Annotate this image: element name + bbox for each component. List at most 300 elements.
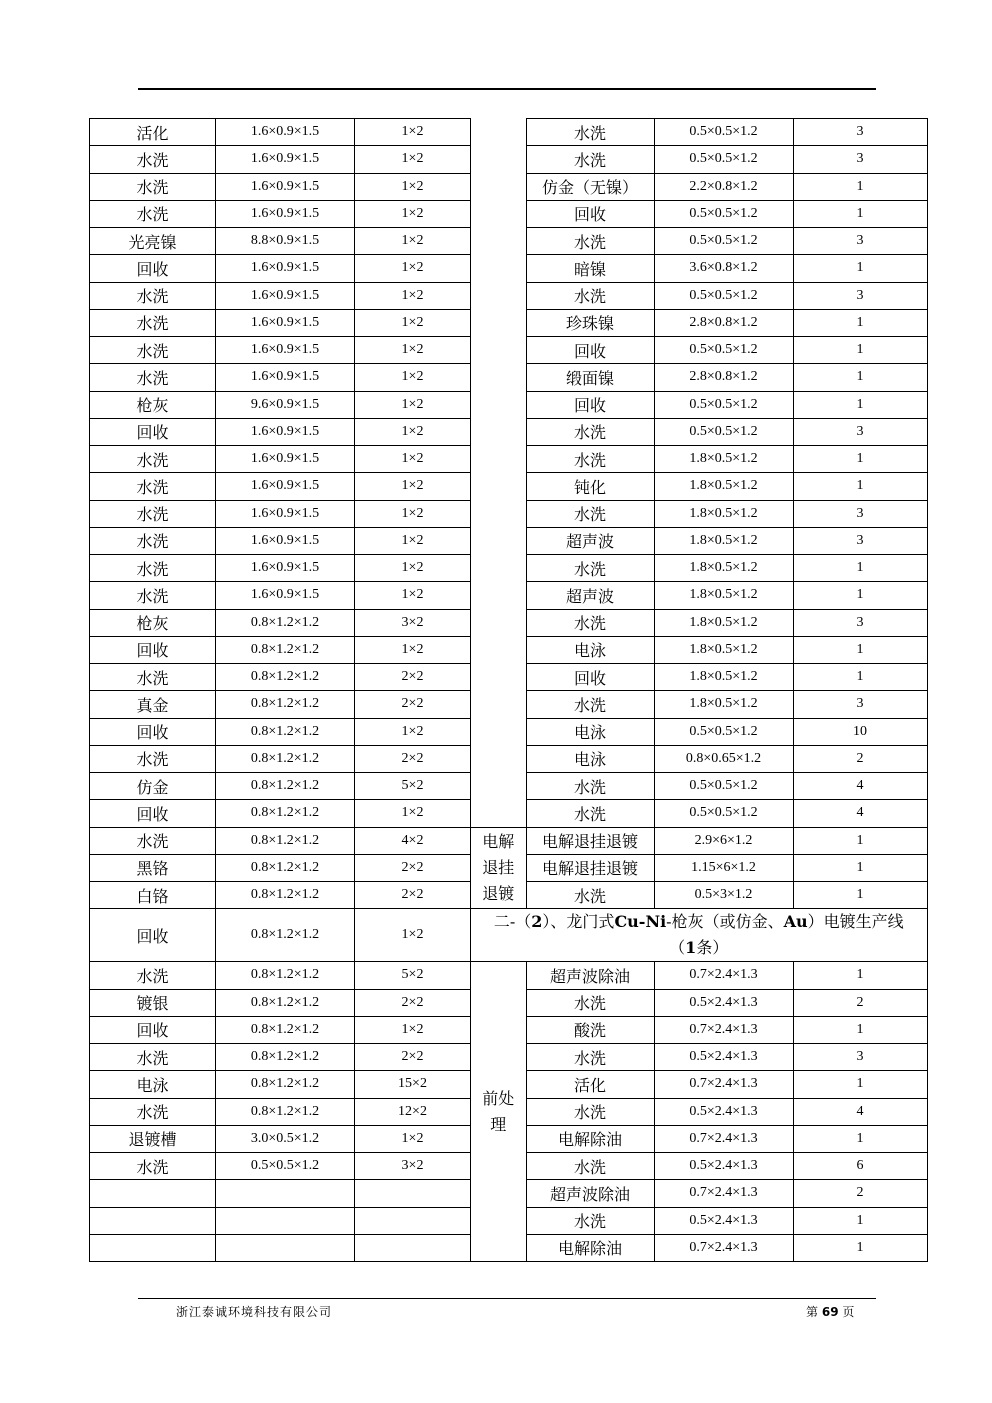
tank-size-cell: 0.5×0.5×1.2: [654, 418, 793, 445]
process-name-cell: 水洗: [90, 364, 216, 391]
tank-count-cell: 1: [793, 1071, 927, 1098]
table-row: [471, 1071, 927, 1098]
tank-count-cell: 1×2: [355, 527, 471, 554]
tank-size-cell: [216, 1234, 355, 1261]
table-row: [90, 364, 471, 391]
process-name-cell: 水洗: [90, 500, 216, 527]
table-row: [90, 718, 471, 745]
tank-count-cell: [355, 1180, 471, 1207]
process-name-cell: 钝化: [526, 473, 654, 500]
tank-count-cell: 1×2: [355, 364, 471, 391]
process-name-cell: 回收: [90, 1016, 216, 1043]
process-name-cell: 水洗: [90, 527, 216, 554]
tank-size-cell: 0.8×1.2×1.2: [216, 1016, 355, 1043]
table-row: [90, 119, 471, 146]
process-name-cell: 水洗: [526, 282, 654, 309]
tank-size-cell: 0.8×1.2×1.2: [216, 1071, 355, 1098]
table-row: [471, 309, 927, 336]
table-row: [90, 146, 471, 173]
process-name-cell: 水洗: [526, 691, 654, 718]
tank-size-cell: 1.6×0.9×1.5: [216, 473, 355, 500]
tank-size-cell: 0.5×2.4×1.3: [654, 1044, 793, 1071]
tank-size-cell: 0.5×0.5×1.2: [216, 1153, 355, 1180]
process-name-cell: 回收: [90, 800, 216, 827]
tank-size-cell: 1.8×0.5×1.2: [654, 609, 793, 636]
tank-count-cell: 2×2: [355, 691, 471, 718]
tank-size-cell: [216, 1180, 355, 1207]
table-row: [471, 1234, 927, 1261]
process-name-cell: 暗镍: [526, 255, 654, 282]
table-row: [471, 1180, 927, 1207]
tank-size-cell: 1.6×0.9×1.5: [216, 418, 355, 445]
tank-count-cell: 3: [793, 228, 927, 255]
table-row: [471, 745, 927, 772]
process-name-cell: 电解退挂退镀: [526, 827, 654, 854]
tank-count-cell: 1×2: [355, 636, 471, 663]
process-name-cell: 水洗: [526, 1207, 654, 1234]
tank-count-cell: 1: [793, 391, 927, 418]
tank-size-cell: 0.8×1.2×1.2: [216, 882, 355, 909]
tank-size-cell: 0.7×2.4×1.3: [654, 1234, 793, 1261]
tank-size-cell: 0.8×1.2×1.2: [216, 745, 355, 772]
process-name-cell: 超声波除油: [526, 1180, 654, 1207]
tank-count-cell: 12×2: [355, 1098, 471, 1125]
group-label-pretreatment: [471, 962, 526, 1262]
tank-size-cell: 1.6×0.9×1.5: [216, 527, 355, 554]
tank-count-cell: 1: [793, 827, 927, 854]
table-row: [90, 1125, 471, 1152]
table-row: [471, 282, 927, 309]
tank-count-cell: 4×2: [355, 827, 471, 854]
tank-size-cell: 0.5×0.5×1.2: [654, 718, 793, 745]
tank-size-cell: 0.8×1.2×1.2: [216, 989, 355, 1016]
tank-count-cell: 4: [793, 800, 927, 827]
tank-count-cell: 1×2: [355, 309, 471, 336]
tank-count-cell: 2×2: [355, 882, 471, 909]
process-name-cell: 水洗: [526, 609, 654, 636]
tank-count-cell: 1: [793, 255, 927, 282]
tank-size-cell: 0.8×1.2×1.2: [216, 909, 355, 962]
tank-size-cell: 2.2×0.8×1.2: [654, 173, 793, 200]
process-name-cell: [90, 1207, 216, 1234]
process-name-cell: 酸洗: [526, 1016, 654, 1043]
table-row: [471, 800, 927, 827]
table-row: [471, 473, 927, 500]
table-row: [471, 228, 927, 255]
tank-count-cell: 2×2: [355, 745, 471, 772]
tank-size-cell: 1.8×0.5×1.2: [654, 636, 793, 663]
table-row: [471, 446, 927, 473]
tank-count-cell: 2×2: [355, 664, 471, 691]
process-name-cell: 水洗: [526, 1098, 654, 1125]
process-name-cell: 水洗: [90, 446, 216, 473]
table-row: [90, 228, 471, 255]
table-row: [90, 255, 471, 282]
tank-count-cell: 1×2: [355, 909, 471, 962]
tank-count-cell: 1: [793, 446, 927, 473]
process-name-cell: 缎面镍: [526, 364, 654, 391]
process-name-cell: 回收: [90, 636, 216, 663]
process-name-cell: 真金: [90, 691, 216, 718]
table-row: [471, 146, 927, 173]
tank-count-cell: 1: [793, 582, 927, 609]
tank-count-cell: 1: [793, 173, 927, 200]
tank-count-cell: 4: [793, 1098, 927, 1125]
process-name-cell: 水洗: [90, 1153, 216, 1180]
table-row: [90, 1044, 471, 1071]
table-row: [90, 962, 471, 989]
footer-rule: [138, 1298, 876, 1299]
tank-count-cell: 10: [793, 718, 927, 745]
process-name-cell: 水洗: [90, 745, 216, 772]
process-name-cell: 水洗: [526, 228, 654, 255]
process-name-cell: 光亮镍: [90, 228, 216, 255]
table-row: [90, 200, 471, 227]
tank-size-cell: 1.6×0.9×1.5: [216, 255, 355, 282]
process-name-cell: 活化: [526, 1071, 654, 1098]
tank-count-cell: 6: [793, 1153, 927, 1180]
process-name-cell: 水洗: [90, 200, 216, 227]
table-row: [90, 1153, 471, 1180]
table-row: [471, 962, 927, 989]
process-name-cell: 水洗: [526, 555, 654, 582]
table-row: [471, 1207, 927, 1234]
process-name-cell: 枪灰: [90, 391, 216, 418]
tank-count-cell: 1×2: [355, 1125, 471, 1152]
tank-size-cell: 0.5×0.5×1.2: [654, 800, 793, 827]
tank-size-cell: 1.6×0.9×1.5: [216, 146, 355, 173]
tank-size-cell: 1.8×0.5×1.2: [654, 527, 793, 554]
table-row: [90, 337, 471, 364]
tank-count-cell: 1: [793, 1016, 927, 1043]
tank-count-cell: 1: [793, 1125, 927, 1152]
tank-size-cell: 1.6×0.9×1.5: [216, 582, 355, 609]
table-row: [471, 555, 927, 582]
tank-count-cell: 1: [793, 309, 927, 336]
tank-size-cell: 0.5×0.5×1.2: [654, 773, 793, 800]
table-row: [90, 800, 471, 827]
tank-size-cell: 1.6×0.9×1.5: [216, 555, 355, 582]
tank-count-cell: 4: [793, 773, 927, 800]
tank-size-cell: 0.5×0.5×1.2: [654, 282, 793, 309]
table-row: [471, 1153, 927, 1180]
table-row: [90, 636, 471, 663]
tank-count-cell: 5×2: [355, 962, 471, 989]
process-name-cell: 回收: [90, 418, 216, 445]
table-row: [471, 718, 927, 745]
group-label-line: 理: [490, 1114, 507, 1134]
table-row: [90, 500, 471, 527]
tank-size-cell: 3.6×0.8×1.2: [654, 255, 793, 282]
table-row: [471, 500, 927, 527]
tank-size-cell: 1.15×6×1.2: [654, 854, 793, 881]
tank-size-cell: 1.6×0.9×1.5: [216, 337, 355, 364]
table-row: [90, 773, 471, 800]
tank-size-cell: 0.5×0.5×1.2: [654, 200, 793, 227]
tank-count-cell: 1×2: [355, 146, 471, 173]
tank-count-cell: 2: [793, 1180, 927, 1207]
tank-size-cell: 0.8×1.2×1.2: [216, 962, 355, 989]
tank-size-cell: 0.8×1.2×1.2: [216, 800, 355, 827]
footer-company-name: 浙江泰诚环境科技有限公司: [176, 1305, 333, 1319]
table-row: [90, 173, 471, 200]
tank-size-cell: 1.6×0.9×1.5: [216, 282, 355, 309]
tank-size-cell: 0.8×1.2×1.2: [216, 1044, 355, 1071]
process-name-cell: 水洗: [90, 827, 216, 854]
table-row: [90, 691, 471, 718]
tank-size-cell: 0.5×2.4×1.3: [654, 1153, 793, 1180]
tank-count-cell: 15×2: [355, 1071, 471, 1098]
process-name-cell: 水洗: [90, 1098, 216, 1125]
process-name-cell: 枪灰: [90, 609, 216, 636]
tank-size-cell: 2.8×0.8×1.2: [654, 364, 793, 391]
tank-count-cell: 1×2: [355, 200, 471, 227]
tank-count-cell: 1: [793, 882, 927, 909]
tank-size-cell: 0.5×0.5×1.2: [654, 337, 793, 364]
tank-count-cell: 1×2: [355, 718, 471, 745]
process-name-cell: 水洗: [90, 582, 216, 609]
tank-size-cell: 1.6×0.9×1.5: [216, 446, 355, 473]
tank-size-cell: 1.6×0.9×1.5: [216, 200, 355, 227]
group-label-electrolytic-stripping: [471, 827, 526, 909]
process-name-cell: 水洗: [90, 337, 216, 364]
tank-size-cell: 1.8×0.5×1.2: [654, 555, 793, 582]
header-rule: [138, 88, 876, 90]
section-title-line2: （1条）: [669, 938, 729, 958]
tank-size-cell: 9.6×0.9×1.5: [216, 391, 355, 418]
table-row: [471, 391, 927, 418]
table-row: [471, 255, 927, 282]
table-row: [90, 854, 471, 881]
tank-size-cell: 1.8×0.5×1.2: [654, 500, 793, 527]
tank-count-cell: 3×2: [355, 609, 471, 636]
table-row: [90, 989, 471, 1016]
process-name-cell: 回收: [526, 664, 654, 691]
right-equipment-table: [471, 118, 928, 1262]
process-name-cell: 电泳: [526, 745, 654, 772]
tank-count-cell: [355, 1234, 471, 1261]
tank-count-cell: 1×2: [355, 119, 471, 146]
process-name-cell: 活化: [90, 119, 216, 146]
process-name-cell: 水洗: [526, 146, 654, 173]
table-row: [90, 309, 471, 336]
tank-size-cell: 0.7×2.4×1.3: [654, 1071, 793, 1098]
tank-size-cell: 1.8×0.5×1.2: [654, 473, 793, 500]
tank-size-cell: 0.8×1.2×1.2: [216, 827, 355, 854]
process-name-cell: 电泳: [526, 636, 654, 663]
tank-size-cell: 1.8×0.5×1.2: [654, 446, 793, 473]
tank-count-cell: 3: [793, 527, 927, 554]
table-row: [90, 1098, 471, 1125]
table-row: [90, 1180, 471, 1207]
table-row: [471, 527, 927, 554]
tank-size-cell: 0.7×2.4×1.3: [654, 1125, 793, 1152]
process-name-cell: 水洗: [526, 119, 654, 146]
table-row: [90, 745, 471, 772]
tank-count-cell: 1: [793, 854, 927, 881]
section-title: [471, 909, 927, 962]
table-row: [90, 827, 471, 854]
process-name-cell: [90, 1234, 216, 1261]
tank-size-cell: 0.5×2.4×1.3: [654, 1207, 793, 1234]
table-row: [471, 773, 927, 800]
tank-count-cell: 3: [793, 418, 927, 445]
tank-count-cell: 3: [793, 146, 927, 173]
table-row: [471, 609, 927, 636]
tank-size-cell: 1.8×0.5×1.2: [654, 664, 793, 691]
process-name-cell: 仿金: [90, 773, 216, 800]
tank-size-cell: 0.7×2.4×1.3: [654, 1016, 793, 1043]
table-row: [90, 1016, 471, 1043]
table-row: [90, 1071, 471, 1098]
group-label-line: 退挂: [482, 857, 515, 877]
table-row: [471, 1098, 927, 1125]
tank-size-cell: 0.5×0.5×1.2: [654, 119, 793, 146]
group-label-line: 前处: [482, 1088, 515, 1108]
process-name-cell: [90, 1180, 216, 1207]
process-name-cell: 水洗: [526, 1153, 654, 1180]
process-name-cell: 水洗: [90, 555, 216, 582]
tank-count-cell: 3: [793, 691, 927, 718]
process-name-cell: 水洗: [526, 1044, 654, 1071]
process-name-cell: 电泳: [90, 1071, 216, 1098]
table-row: [471, 1044, 927, 1071]
process-name-cell: 超声波: [526, 527, 654, 554]
tank-size-cell: 2.9×6×1.2: [654, 827, 793, 854]
tank-size-cell: [216, 1207, 355, 1234]
tank-size-cell: 0.8×1.2×1.2: [216, 773, 355, 800]
table-row: [471, 827, 927, 854]
table-row: [90, 664, 471, 691]
process-name-cell: 水洗: [90, 146, 216, 173]
tank-size-cell: 0.5×0.5×1.2: [654, 228, 793, 255]
table-row: [471, 173, 927, 200]
tank-count-cell: [355, 1207, 471, 1234]
table-row: [90, 909, 471, 962]
tank-size-cell: 1.6×0.9×1.5: [216, 364, 355, 391]
table-row: [90, 473, 471, 500]
process-name-cell: 水洗: [526, 882, 654, 909]
table-row: [90, 555, 471, 582]
table-row: [90, 527, 471, 554]
table-row: [471, 1125, 927, 1152]
tank-size-cell: 1.6×0.9×1.5: [216, 500, 355, 527]
tank-count-cell: 3: [793, 282, 927, 309]
tank-count-cell: 1×2: [355, 173, 471, 200]
tank-count-cell: 2×2: [355, 1044, 471, 1071]
process-name-cell: 镀银: [90, 989, 216, 1016]
process-name-cell: 水洗: [526, 418, 654, 445]
table-row: [471, 691, 927, 718]
process-name-cell: 水洗: [90, 473, 216, 500]
tank-size-cell: 0.8×1.2×1.2: [216, 718, 355, 745]
table-row: [90, 418, 471, 445]
tank-count-cell: 1×2: [355, 446, 471, 473]
tank-count-cell: 3: [793, 1044, 927, 1071]
tank-size-cell: 1.6×0.9×1.5: [216, 309, 355, 336]
process-name-cell: 水洗: [90, 664, 216, 691]
process-name-cell: 珍珠镍: [526, 309, 654, 336]
table-row: [471, 882, 927, 909]
process-name-cell: 水洗: [90, 173, 216, 200]
table-row: [471, 418, 927, 445]
process-name-cell: 超声波: [526, 582, 654, 609]
tank-size-cell: 0.8×1.2×1.2: [216, 691, 355, 718]
process-name-cell: 回收: [90, 255, 216, 282]
process-name-cell: 白铬: [90, 882, 216, 909]
tank-size-cell: 0.7×2.4×1.3: [654, 962, 793, 989]
process-name-cell: 水洗: [90, 309, 216, 336]
table-row: [471, 582, 927, 609]
group-label-line: 退镀: [482, 883, 515, 903]
tank-count-cell: 1×2: [355, 255, 471, 282]
process-name-cell: 退镀槽: [90, 1125, 216, 1152]
section-title-row: [471, 909, 927, 962]
tank-count-cell: 1: [793, 200, 927, 227]
tank-count-cell: 1×2: [355, 473, 471, 500]
tank-count-cell: 2: [793, 989, 927, 1016]
table-row: [471, 989, 927, 1016]
group-label-line: 电解: [482, 831, 515, 851]
tank-size-cell: 8.8×0.9×1.5: [216, 228, 355, 255]
tank-count-cell: 1×2: [355, 1016, 471, 1043]
tank-count-cell: 1×2: [355, 500, 471, 527]
tank-size-cell: 0.8×1.2×1.2: [216, 609, 355, 636]
tank-size-cell: 0.8×0.65×1.2: [654, 745, 793, 772]
table-row: [471, 636, 927, 663]
table-row: [90, 446, 471, 473]
tank-size-cell: 0.8×1.2×1.2: [216, 636, 355, 663]
process-name-cell: 水洗: [526, 446, 654, 473]
tank-count-cell: 3: [793, 500, 927, 527]
process-name-cell: 水洗: [526, 989, 654, 1016]
tank-count-cell: 1×2: [355, 800, 471, 827]
table-row: [90, 282, 471, 309]
table-row: [90, 391, 471, 418]
tank-count-cell: 1×2: [355, 391, 471, 418]
process-name-cell: 回收: [90, 909, 216, 962]
left-equipment-table: [89, 118, 471, 1262]
tank-count-cell: 3: [793, 609, 927, 636]
tank-count-cell: 3×2: [355, 1153, 471, 1180]
tank-size-cell: 1.6×0.9×1.5: [216, 119, 355, 146]
tank-count-cell: 1×2: [355, 228, 471, 255]
process-name-cell: 电解退挂退镀: [526, 854, 654, 881]
tank-count-cell: 1×2: [355, 555, 471, 582]
table-row: [90, 1234, 471, 1261]
tank-count-cell: 1×2: [355, 418, 471, 445]
tank-size-cell: 1.8×0.5×1.2: [654, 691, 793, 718]
process-name-cell: 超声波除油: [526, 962, 654, 989]
tank-size-cell: 0.8×1.2×1.2: [216, 854, 355, 881]
tank-count-cell: 1: [793, 473, 927, 500]
tank-count-cell: 1: [793, 962, 927, 989]
tank-size-cell: 0.8×1.2×1.2: [216, 1098, 355, 1125]
process-name-cell: 水洗: [90, 1044, 216, 1071]
tank-size-cell: 0.7×2.4×1.3: [654, 1180, 793, 1207]
tank-size-cell: 3.0×0.5×1.2: [216, 1125, 355, 1152]
tank-count-cell: 1: [793, 1234, 927, 1261]
tank-size-cell: 2.8×0.8×1.2: [654, 309, 793, 336]
process-name-cell: 黑铬: [90, 854, 216, 881]
table-row: [471, 337, 927, 364]
footer-page-number: 第 69 页: [806, 1305, 855, 1319]
tank-count-cell: 2×2: [355, 989, 471, 1016]
tank-count-cell: 1×2: [355, 337, 471, 364]
process-name-cell: 电泳: [526, 718, 654, 745]
process-name-cell: 水洗: [526, 800, 654, 827]
table-row: [90, 582, 471, 609]
